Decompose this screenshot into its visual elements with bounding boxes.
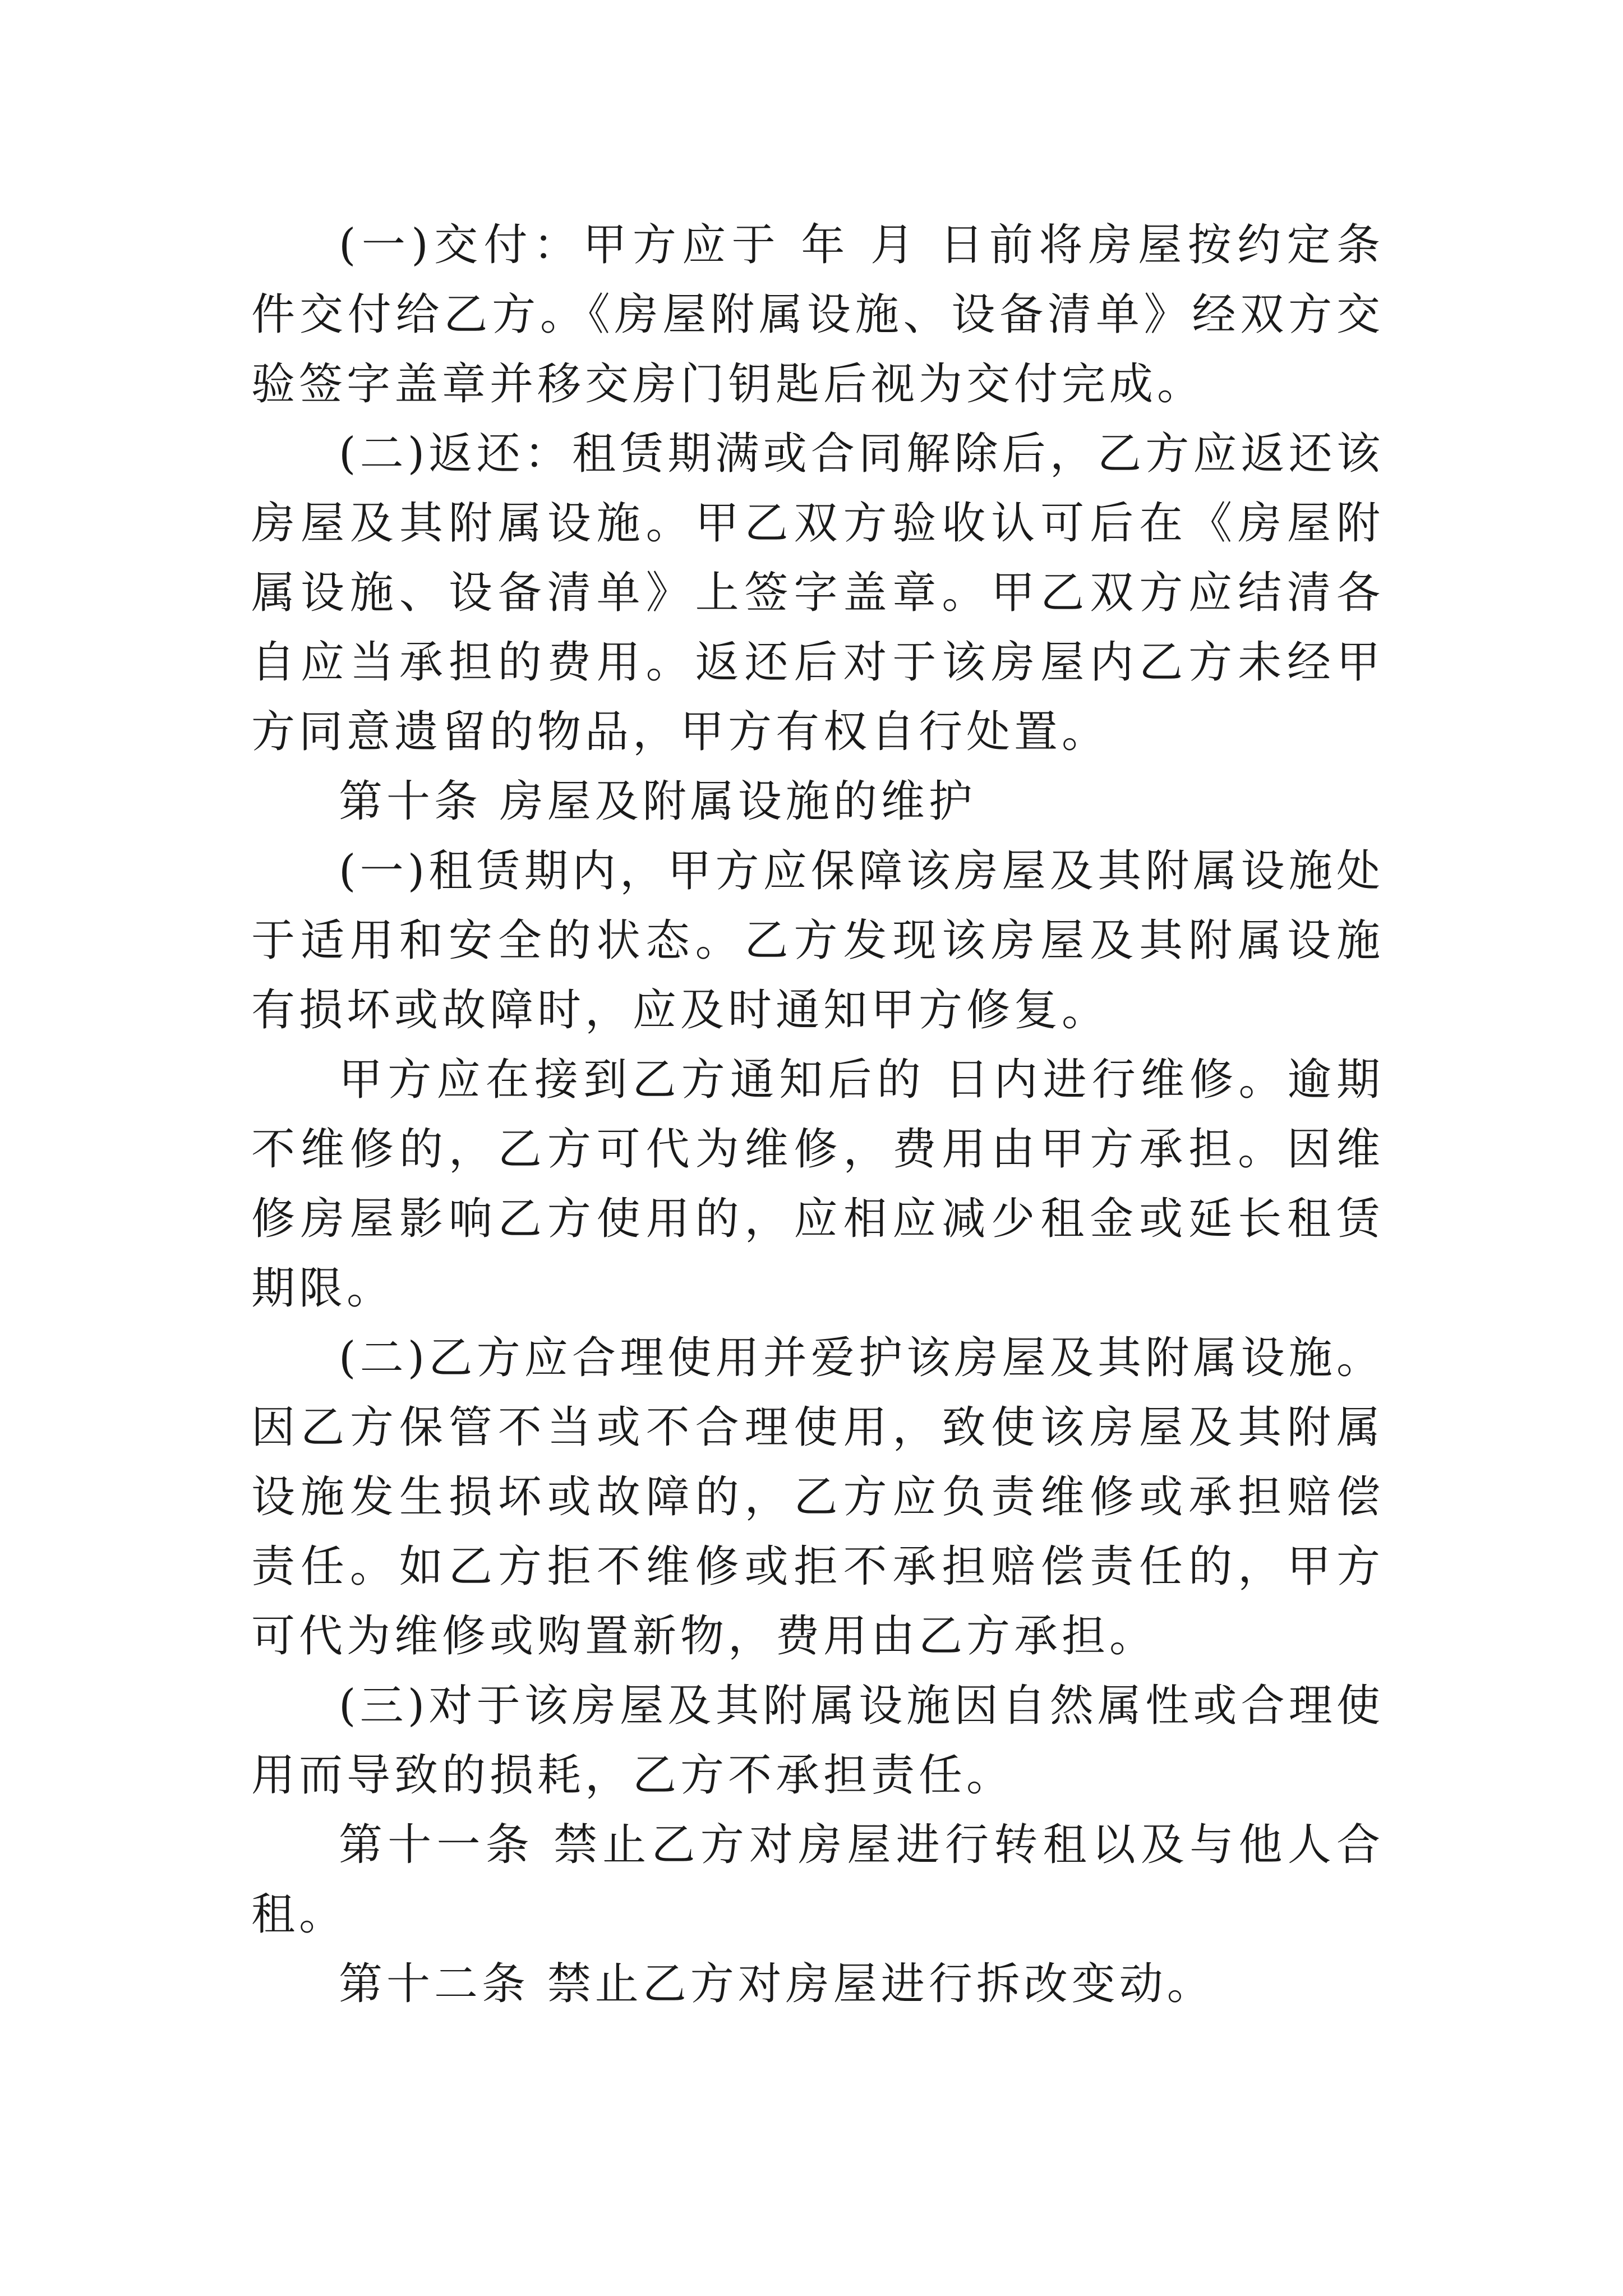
paragraph-maintenance-2: (二)乙方应合理使用并爱护该房屋及其附属设施。因乙方保管不当或不合理使用，致使该房屋及其附属设施发生损坏或故障的，乙方应负责维修或承担赔偿责任。如乙方拒不维修或拒不承担赔偿责任的，甲方可代为维修或购置新物，费用由乙方承担。	[251, 1333, 1384, 1662]
paragraph-maintenance-1: (一)租赁期内，甲方应保障该房屋及其附属设施处于适用和安全的状态。乙方发现该房屋及其附属设施有损坏或故障时，应及时通知甲方修复。	[251, 846, 1384, 1036]
document-body	[251, 210, 1384, 2019]
paragraph-return: (二)返还：租赁期满或合同解除后，乙方应返还该房屋及其附属设施。甲乙双方验收认可后在《房屋附属设施、设备清单》上签字盖章。甲乙双方应结清各自应当承担的费用。返还后对于该房屋内乙方未经甲方同意遗留的物品，甲方有权自行处置。	[251, 429, 1384, 757]
article-10-heading: 第十条 房屋及附属设施的维护	[339, 776, 976, 827]
paragraph-delivery: (一)交付：甲方应于 年 月 日前将房屋按约定条件交付给乙方。《房屋附属设施、设备清单》经双方交验签字盖章并移交房门钥匙后视为交付完成。	[251, 220, 1384, 409]
paragraph-maintenance-3: (三)对于该房屋及其附属设施因自然属性或合理使用而导致的损耗，乙方不承担责任。	[251, 1681, 1384, 1801]
paragraph-maintenance-repair: 甲方应在接到乙方通知后的 日内进行维修。逾期不维修的，乙方可代为维修，费用由甲方承担。因维修房屋影响乙方使用的，应相应减少租金或延长租赁期限。	[251, 1055, 1384, 1314]
article-11: 第十一条 禁止乙方对房屋进行转租以及与他人合租。	[251, 1820, 1384, 1940]
article-12: 第十二条 禁止乙方对房屋进行拆改变动。	[339, 1959, 1215, 2009]
